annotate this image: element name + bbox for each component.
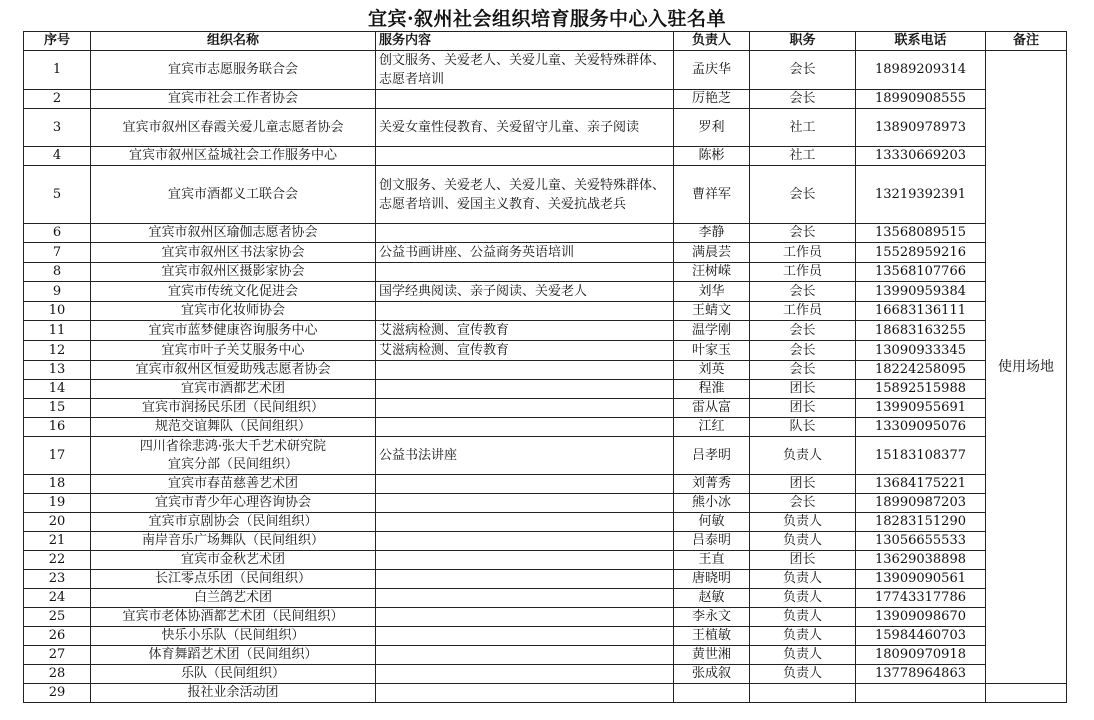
cell-person: 刘华: [674, 282, 750, 302]
table-row: [24, 166, 1067, 224]
cell-org: 规范交谊舞队（民间组织）: [91, 418, 376, 437]
table-row: [24, 646, 1067, 665]
cell-person: 刘英: [674, 361, 750, 380]
cell-service: [376, 302, 674, 321]
cell-phone: 13778964863: [856, 665, 986, 684]
cell-person: 熊小冰: [674, 494, 750, 513]
header-org: 组织名称: [91, 32, 376, 51]
cell-position: 会长: [750, 166, 856, 224]
table-row: [24, 551, 1067, 570]
cell-person: 程淮: [674, 380, 750, 399]
cell-no: 27: [24, 646, 91, 665]
cell-phone: 13090933345: [856, 341, 986, 361]
cell-org: 宜宾市志愿服务联合会: [91, 51, 376, 90]
cell-person: 叶家玉: [674, 341, 750, 361]
cell-service: 艾滋病检测、宣传教育: [376, 321, 674, 341]
table-row: [24, 51, 1067, 90]
cell-service: [376, 570, 674, 589]
header-person: 负责人: [674, 32, 750, 51]
cell-no: 25: [24, 608, 91, 627]
table-row: [24, 570, 1067, 589]
cell-position: 负责人: [750, 589, 856, 608]
table-row: [24, 399, 1067, 418]
cell-no: 7: [24, 243, 91, 263]
table-row: [24, 513, 1067, 532]
cell-position: 工作员: [750, 263, 856, 282]
cell-position: 会长: [750, 494, 856, 513]
table-row: [24, 321, 1067, 341]
cell-position: 负责人: [750, 513, 856, 532]
cell-no: 19: [24, 494, 91, 513]
cell-phone: 18990987203: [856, 494, 986, 513]
cell-person: 李永文: [674, 608, 750, 627]
cell-person: 孟庆华: [674, 51, 750, 90]
cell-service: [376, 646, 674, 665]
header-remark: 备注: [986, 32, 1067, 51]
cell-phone: 13890978973: [856, 109, 986, 147]
cell-position: 负责人: [750, 437, 856, 475]
table-row: [24, 532, 1067, 551]
cell-no: 16: [24, 418, 91, 437]
cell-org: 乐队（民间组织）: [91, 665, 376, 684]
cell-service: [376, 263, 674, 282]
cell-phone: 13309095076: [856, 418, 986, 437]
cell-service: [376, 665, 674, 684]
header-service: 服务内容: [376, 32, 674, 51]
cell-org: 宜宾市京剧协会（民间组织）: [91, 513, 376, 532]
cell-no: 17: [24, 437, 91, 475]
cell-org: 宜宾市传统文化促进会: [91, 282, 376, 302]
cell-service: [376, 494, 674, 513]
cell-org: 宜宾市叶子关艾服务中心: [91, 341, 376, 361]
organization-table: [23, 31, 1067, 703]
cell-org: 体育舞蹈艺术团（民间组织）: [91, 646, 376, 665]
cell-person: 黄世湘: [674, 646, 750, 665]
cell-phone: 13330669203: [856, 147, 986, 166]
cell-phone: 15183108377: [856, 437, 986, 475]
cell-service: [376, 90, 674, 109]
cell-phone: 15528959216: [856, 243, 986, 263]
table-row: [24, 341, 1067, 361]
cell-service: [376, 224, 674, 243]
table-row: [24, 475, 1067, 494]
cell-phone: 18683163255: [856, 321, 986, 341]
cell-org: 宜宾市春苗慈善艺术团: [91, 475, 376, 494]
cell-phone: 13990955691: [856, 399, 986, 418]
cell-phone: 13629038898: [856, 551, 986, 570]
cell-position: 负责人: [750, 627, 856, 646]
cell-phone: 13568107766: [856, 263, 986, 282]
cell-person: 厉艳芝: [674, 90, 750, 109]
cell-no: 1: [24, 51, 91, 90]
cell-person: 赵敏: [674, 589, 750, 608]
cell-no: 13: [24, 361, 91, 380]
cell-position: 团长: [750, 551, 856, 570]
cell-person: 江红: [674, 418, 750, 437]
cell-no: 23: [24, 570, 91, 589]
header-no: 序号: [24, 32, 91, 51]
cell-position: 会长: [750, 341, 856, 361]
cell-org: 宜宾市老体协酒都艺术团（民间组织）: [91, 608, 376, 627]
cell-no: 26: [24, 627, 91, 646]
cell-org: 宜宾市金秋艺术团: [91, 551, 376, 570]
cell-no: 12: [24, 341, 91, 361]
cell-no: 24: [24, 589, 91, 608]
table-row: [24, 380, 1067, 399]
table-row: [24, 684, 1067, 703]
table-row: [24, 627, 1067, 646]
cell-person: 何敏: [674, 513, 750, 532]
cell-org: 宜宾市润扬民乐团（民间组织）: [91, 399, 376, 418]
cell-position: 会长: [750, 90, 856, 109]
cell-no: 15: [24, 399, 91, 418]
cell-remark: [986, 684, 1067, 703]
table-row: [24, 665, 1067, 684]
cell-org: 南岸音乐广场舞队（民间组织）: [91, 532, 376, 551]
cell-phone: 13684175221: [856, 475, 986, 494]
cell-position: 会长: [750, 361, 856, 380]
cell-phone: 18283151290: [856, 513, 986, 532]
cell-no: 28: [24, 665, 91, 684]
cell-phone: 16683136111: [856, 302, 986, 321]
cell-service: [376, 589, 674, 608]
cell-phone: [856, 684, 986, 703]
cell-person: 满晨芸: [674, 243, 750, 263]
cell-position: 会长: [750, 51, 856, 90]
cell-position: 队长: [750, 418, 856, 437]
table-row: [24, 282, 1067, 302]
table-row: [24, 418, 1067, 437]
table-row: [24, 494, 1067, 513]
cell-remark-merged: 使用场地: [986, 51, 1067, 684]
cell-service: [376, 399, 674, 418]
cell-phone: 13056655533: [856, 532, 986, 551]
cell-phone: 18090970918: [856, 646, 986, 665]
cell-org: 宜宾市叙州区春霞关爱儿童志愿者协会: [91, 109, 376, 147]
cell-org: [91, 437, 376, 475]
cell-org: 宜宾市蓝梦健康咨询服务中心: [91, 321, 376, 341]
cell-org: 宜宾市叙州区摄影家协会: [91, 263, 376, 282]
cell-position: 团长: [750, 380, 856, 399]
cell-service: 公益书画讲座、公益商务英语培训: [376, 243, 674, 263]
cell-position: 负责人: [750, 570, 856, 589]
cell-service: [376, 513, 674, 532]
header-phone: 联系电话: [856, 32, 986, 51]
cell-no: 21: [24, 532, 91, 551]
cell-person: 陈彬: [674, 147, 750, 166]
cell-org: 长江零点乐团（民间组织）: [91, 570, 376, 589]
cell-org: 宜宾市叙州区恒爱助残志愿者协会: [91, 361, 376, 380]
table-row: [24, 263, 1067, 282]
cell-no: 9: [24, 282, 91, 302]
table-row: [24, 437, 1067, 475]
table-row: [24, 109, 1067, 147]
cell-service: 创文服务、关爱老人、关爱儿童、关爱特殊群体、志愿者培训: [376, 51, 674, 90]
cell-person: 曹祥军: [674, 166, 750, 224]
cell-service: [376, 532, 674, 551]
cell-person: 汪树嵘: [674, 263, 750, 282]
cell-position: 社工: [750, 147, 856, 166]
cell-no: 22: [24, 551, 91, 570]
cell-person: 唐晓明: [674, 570, 750, 589]
cell-position: 负责人: [750, 646, 856, 665]
cell-position: 负责人: [750, 665, 856, 684]
cell-person: 张成叙: [674, 665, 750, 684]
cell-person: 吕孝明: [674, 437, 750, 475]
cell-service: [376, 475, 674, 494]
cell-org: 宜宾市青少年心理咨询协会: [91, 494, 376, 513]
cell-person: 罗利: [674, 109, 750, 147]
cell-position: 会长: [750, 321, 856, 341]
cell-org: 宜宾市社会工作者协会: [91, 90, 376, 109]
cell-service: [376, 627, 674, 646]
cell-position: 负责人: [750, 532, 856, 551]
cell-person: [674, 684, 750, 703]
cell-org: 宜宾市叙州区书法家协会: [91, 243, 376, 263]
cell-person: 雷从富: [674, 399, 750, 418]
cell-position: [750, 684, 856, 703]
cell-position: 工作员: [750, 302, 856, 321]
table-header-row: [24, 32, 1067, 51]
cell-person: 刘菁秀: [674, 475, 750, 494]
cell-person: 王植敏: [674, 627, 750, 646]
cell-org: 宜宾市叙州区益城社会工作服务中心: [91, 147, 376, 166]
table-row: [24, 361, 1067, 380]
cell-position: 工作员: [750, 243, 856, 263]
cell-service: 公益书法讲座: [376, 437, 674, 475]
cell-service: [376, 551, 674, 570]
org-name-line1: 四川省徐悲鸿·张大千艺术研究院: [139, 438, 327, 454]
cell-no: 8: [24, 263, 91, 282]
cell-position: 团长: [750, 475, 856, 494]
table-row: [24, 243, 1067, 263]
cell-phone: 18990908555: [856, 90, 986, 109]
cell-position: 社工: [750, 109, 856, 147]
cell-org: 白兰鸽艺术团: [91, 589, 376, 608]
cell-no: 6: [24, 224, 91, 243]
cell-no: 29: [24, 684, 91, 703]
cell-person: 温学刚: [674, 321, 750, 341]
cell-no: 18: [24, 475, 91, 494]
cell-no: 10: [24, 302, 91, 321]
cell-org: 报社业余活动团: [91, 684, 376, 703]
table-row: [24, 224, 1067, 243]
cell-org: 宜宾市化妆师协会: [91, 302, 376, 321]
cell-phone: 13909098670: [856, 608, 986, 627]
cell-phone: 13219392391: [856, 166, 986, 224]
cell-no: 14: [24, 380, 91, 399]
cell-person: 王蜻文: [674, 302, 750, 321]
cell-org: 快乐小乐队（民间组织）: [91, 627, 376, 646]
cell-service: [376, 684, 674, 703]
cell-service: [376, 147, 674, 166]
cell-phone: 17743317786: [856, 589, 986, 608]
cell-service: 艾滋病检测、宣传教育: [376, 341, 674, 361]
cell-service: 国学经典阅读、亲子阅读、关爱老人: [376, 282, 674, 302]
table-row: [24, 608, 1067, 627]
org-name-line2: 宜宾分部（民间组织）: [167, 456, 298, 472]
cell-service: 创文服务、关爱老人、关爱儿童、关爱特殊群体、志愿者培训、爱国主义教育、关爱抗战老兵: [376, 166, 674, 224]
cell-position: 会长: [750, 282, 856, 302]
cell-org: 宜宾市酒都义工联合会: [91, 166, 376, 224]
cell-no: 4: [24, 147, 91, 166]
cell-service: [376, 418, 674, 437]
cell-person: 王直: [674, 551, 750, 570]
cell-service: 关爱女童性侵教育、关爱留守儿童、亲子阅读: [376, 109, 674, 147]
cell-service: [376, 361, 674, 380]
cell-org: 宜宾市叙州区瑜伽志愿者协会: [91, 224, 376, 243]
cell-person: 李静: [674, 224, 750, 243]
cell-position: 会长: [750, 224, 856, 243]
cell-no: 3: [24, 109, 91, 147]
table-row: [24, 302, 1067, 321]
table-row: [24, 90, 1067, 109]
cell-no: 11: [24, 321, 91, 341]
cell-person: 吕泰明: [674, 532, 750, 551]
cell-position: 负责人: [750, 608, 856, 627]
table-row: [24, 147, 1067, 166]
cell-no: 2: [24, 90, 91, 109]
cell-service: [376, 380, 674, 399]
cell-phone: 13909090561: [856, 570, 986, 589]
cell-no: 20: [24, 513, 91, 532]
cell-phone: 13990959384: [856, 282, 986, 302]
table-row: [24, 589, 1067, 608]
cell-phone: 15984460703: [856, 627, 986, 646]
cell-position: 团长: [750, 399, 856, 418]
cell-no: 5: [24, 166, 91, 224]
cell-phone: 13568089515: [856, 224, 986, 243]
cell-phone: 18989209314: [856, 51, 986, 90]
cell-phone: 18224258095: [856, 361, 986, 380]
cell-service: [376, 608, 674, 627]
cell-phone: 15892515988: [856, 380, 986, 399]
cell-org: 宜宾市酒都艺术团: [91, 380, 376, 399]
header-position: 职务: [750, 32, 856, 51]
document-title: 宜宾·叙州社会组织培育服务中心入驻名单: [367, 8, 727, 30]
